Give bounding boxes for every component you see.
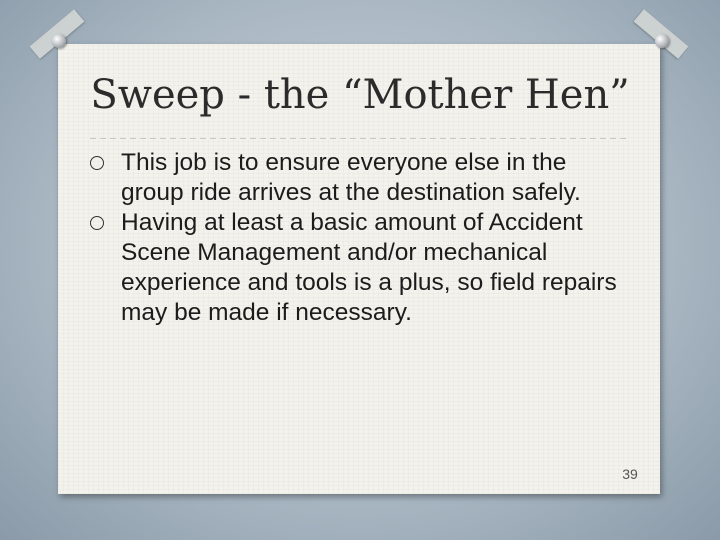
push-pin-left-icon — [52, 34, 66, 48]
bullet-item — [90, 208, 630, 328]
hollow-circle-bullet-icon — [90, 156, 104, 170]
page-number: 39 — [622, 466, 638, 482]
title-divider — [90, 138, 630, 139]
slide-title: Sweep - the “Mother Hen” — [90, 72, 630, 118]
push-pin-right-icon — [655, 34, 669, 48]
hollow-circle-bullet-icon — [90, 216, 104, 230]
bullet-item — [90, 148, 630, 208]
bullet-text: Having at least a basic amount of Accident Scene Management and/or mechanical experience and tools is a plus, so field repairs may be made if necessary. — [121, 209, 617, 326]
bullet-list — [90, 148, 630, 328]
bullet-text: This job is to ensure everyone else in the group ride arrives at the destination safely. — [121, 149, 581, 206]
